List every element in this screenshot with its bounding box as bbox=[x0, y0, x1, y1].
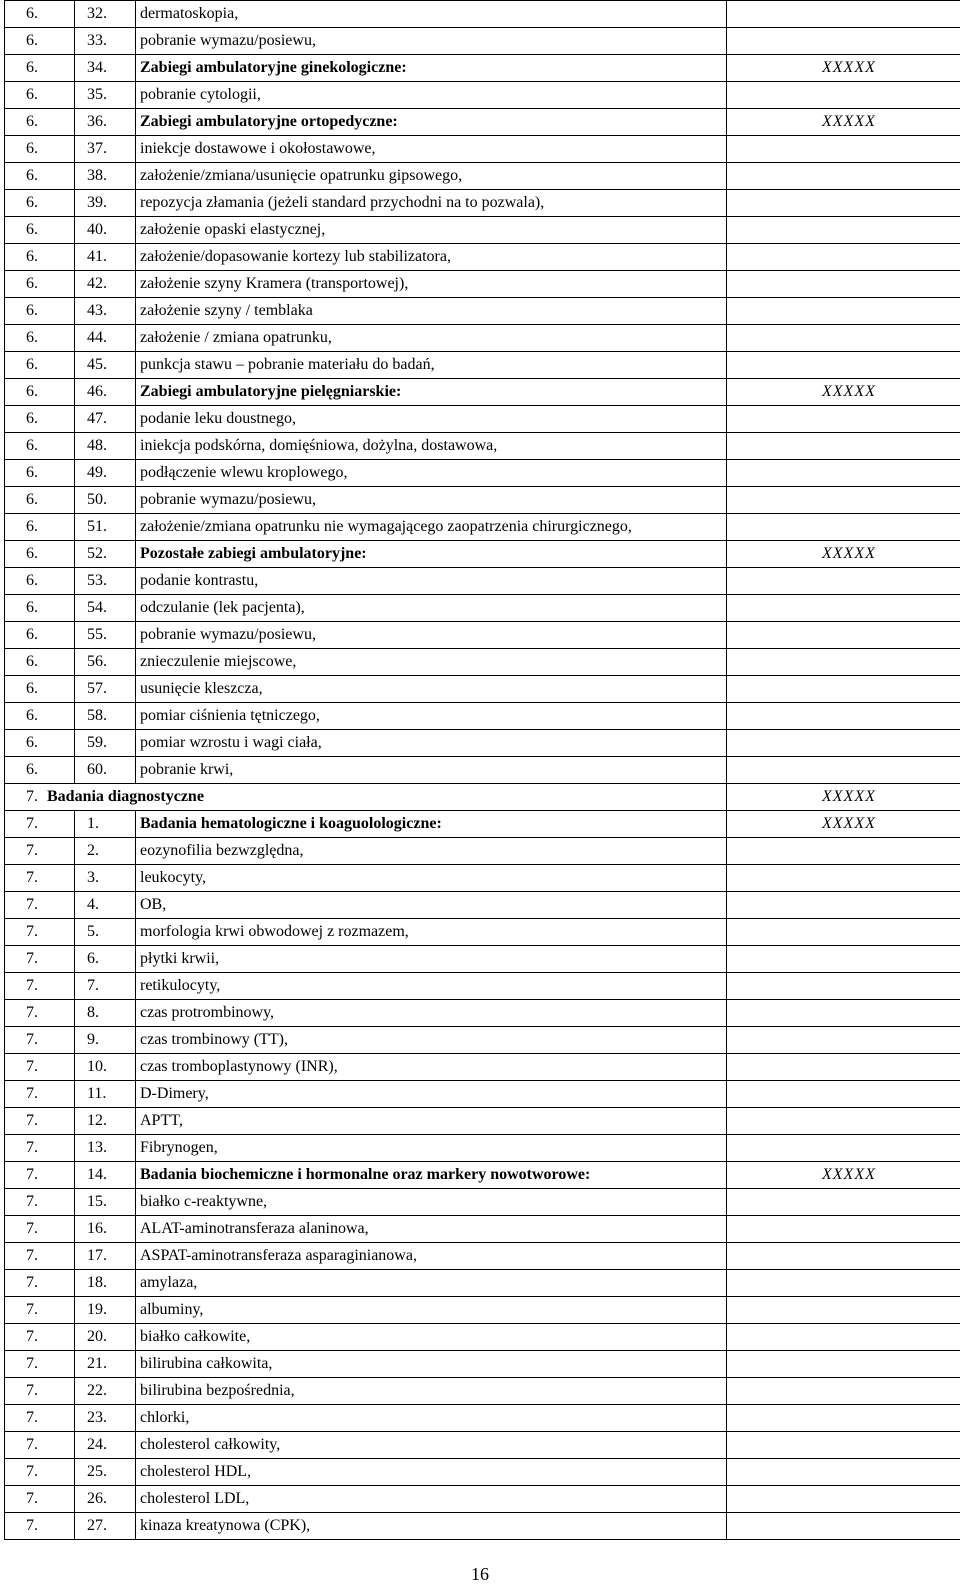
table-row bbox=[5, 649, 960, 676]
section-number: 7. bbox=[5, 1459, 75, 1486]
table-row bbox=[5, 1108, 960, 1135]
item-number: 11. bbox=[75, 1081, 136, 1108]
section-number: 7. bbox=[5, 1324, 75, 1351]
table-row bbox=[5, 1351, 960, 1378]
item-number: 37. bbox=[75, 136, 136, 163]
section-number: 6. bbox=[5, 82, 75, 109]
section-number: 7. bbox=[5, 1216, 75, 1243]
section-number: 7. bbox=[5, 973, 75, 1000]
section-number: 6. bbox=[5, 568, 75, 595]
item-number: 6. bbox=[75, 946, 136, 973]
value-cell bbox=[727, 1027, 960, 1054]
table-row bbox=[5, 838, 960, 865]
item-number: 17. bbox=[75, 1243, 136, 1270]
section-number: 7. bbox=[5, 919, 75, 946]
value-cell bbox=[727, 1513, 960, 1540]
value-cell bbox=[727, 190, 960, 217]
item-number: 2. bbox=[75, 838, 136, 865]
service-description: iniekcje dostawowe i okołostawowe, bbox=[136, 136, 727, 163]
section-number: 7. bbox=[5, 1405, 75, 1432]
service-description: Fibrynogen, bbox=[136, 1135, 727, 1162]
table-row bbox=[5, 514, 960, 541]
table-row bbox=[5, 1459, 960, 1486]
section-number: 6. bbox=[5, 622, 75, 649]
value-cell bbox=[727, 649, 960, 676]
service-description: czas tromboplastynowy (INR), bbox=[136, 1054, 727, 1081]
item-number: 55. bbox=[75, 622, 136, 649]
value-cell bbox=[727, 730, 960, 757]
table-row bbox=[5, 1162, 960, 1189]
section-number: 6. bbox=[5, 217, 75, 244]
section-number: 7. bbox=[5, 892, 75, 919]
category-heading: Zabiegi ambulatoryjne ortopedyczne: bbox=[136, 109, 727, 136]
service-description: założenie szyny Kramera (transportowej), bbox=[136, 271, 727, 298]
item-number: 24. bbox=[75, 1432, 136, 1459]
service-description: znieczulenie miejscowe, bbox=[136, 649, 727, 676]
table-row bbox=[5, 190, 960, 217]
service-description: pomiar ciśnienia tętniczego, bbox=[136, 703, 727, 730]
table-row bbox=[5, 676, 960, 703]
service-description: ASPAT-aminotransferaza asparaginianowa, bbox=[136, 1243, 727, 1270]
table-row bbox=[5, 973, 960, 1000]
item-number: 22. bbox=[75, 1378, 136, 1405]
section-number: 7. bbox=[26, 788, 38, 805]
section-number: 6. bbox=[5, 595, 75, 622]
category-heading: Badania biochemiczne i hormonalne oraz markery nowotworowe: bbox=[136, 1162, 727, 1189]
service-description: D-Dimery, bbox=[136, 1081, 727, 1108]
placeholder-marker: XXXXX bbox=[822, 113, 876, 130]
value-cell bbox=[727, 892, 960, 919]
item-number: 43. bbox=[75, 298, 136, 325]
service-description: pobranie wymazu/posiewu, bbox=[136, 28, 727, 55]
item-number: 14. bbox=[75, 1162, 136, 1189]
value-cell bbox=[727, 676, 960, 703]
item-number: 53. bbox=[75, 568, 136, 595]
table-row bbox=[5, 109, 960, 136]
table-row bbox=[5, 1189, 960, 1216]
value-cell bbox=[727, 757, 960, 784]
item-number: 9. bbox=[75, 1027, 136, 1054]
item-number: 48. bbox=[75, 433, 136, 460]
table-row bbox=[5, 163, 960, 190]
value-cell bbox=[727, 1162, 960, 1189]
section-number: 6. bbox=[5, 109, 75, 136]
service-description: płytki krwii, bbox=[136, 946, 727, 973]
value-cell bbox=[727, 1486, 960, 1513]
value-cell bbox=[727, 1270, 960, 1297]
item-number: 39. bbox=[75, 190, 136, 217]
value-cell bbox=[727, 1108, 960, 1135]
table-row bbox=[5, 919, 960, 946]
value-cell bbox=[727, 919, 960, 946]
table-row bbox=[5, 1000, 960, 1027]
value-cell bbox=[727, 1, 960, 28]
item-number: 52. bbox=[75, 541, 136, 568]
value-cell bbox=[727, 1000, 960, 1027]
value-cell bbox=[727, 1081, 960, 1108]
item-number: 23. bbox=[75, 1405, 136, 1432]
service-description: APTT, bbox=[136, 1108, 727, 1135]
table-row bbox=[5, 82, 960, 109]
value-cell bbox=[727, 217, 960, 244]
section-number: 7. bbox=[5, 811, 75, 838]
service-description: białko całkowite, bbox=[136, 1324, 727, 1351]
value-cell bbox=[727, 136, 960, 163]
service-description: punkcja stawu – pobranie materiału do badań, bbox=[136, 352, 727, 379]
service-description: morfologia krwi obwodowej z rozmazem, bbox=[136, 919, 727, 946]
section-number: 6. bbox=[5, 55, 75, 82]
table-row bbox=[5, 1486, 960, 1513]
section-number: 7. bbox=[5, 1081, 75, 1108]
item-number: 33. bbox=[75, 28, 136, 55]
value-cell bbox=[727, 568, 960, 595]
table-row bbox=[5, 1378, 960, 1405]
item-number: 54. bbox=[75, 595, 136, 622]
table-row bbox=[5, 946, 960, 973]
item-number: 58. bbox=[75, 703, 136, 730]
item-number: 20. bbox=[75, 1324, 136, 1351]
service-description: bilirubina bezpośrednia, bbox=[136, 1378, 727, 1405]
item-number: 51. bbox=[75, 514, 136, 541]
section-number: 7. bbox=[5, 1270, 75, 1297]
table-row bbox=[5, 811, 960, 838]
table-row bbox=[5, 703, 960, 730]
service-description: założenie / zmiana opatrunku, bbox=[136, 325, 727, 352]
value-cell bbox=[727, 1378, 960, 1405]
table-row bbox=[5, 271, 960, 298]
table-row bbox=[5, 1216, 960, 1243]
item-number: 26. bbox=[75, 1486, 136, 1513]
table-row bbox=[5, 352, 960, 379]
value-cell bbox=[727, 109, 960, 136]
section-number: 6. bbox=[5, 676, 75, 703]
service-description: pomiar wzrostu i wagi ciała, bbox=[136, 730, 727, 757]
placeholder-marker: XXXXX bbox=[822, 59, 876, 76]
table-row bbox=[5, 136, 960, 163]
value-cell bbox=[727, 55, 960, 82]
table-row bbox=[5, 325, 960, 352]
service-description: czas trombinowy (TT), bbox=[136, 1027, 727, 1054]
services-table-body bbox=[5, 1, 960, 1540]
section-number: 7. bbox=[5, 1027, 75, 1054]
service-description: cholesterol całkowity, bbox=[136, 1432, 727, 1459]
table-row bbox=[5, 1243, 960, 1270]
section-heading-cell bbox=[5, 784, 727, 811]
service-description: ALAT-aminotransferaza alaninowa, bbox=[136, 1216, 727, 1243]
item-number: 32. bbox=[75, 1, 136, 28]
value-cell bbox=[727, 28, 960, 55]
table-row bbox=[5, 1054, 960, 1081]
value-cell bbox=[727, 1189, 960, 1216]
value-cell bbox=[727, 838, 960, 865]
table-row bbox=[5, 406, 960, 433]
placeholder-marker: XXXXX bbox=[822, 815, 876, 832]
service-description: odczulanie (lek pacjenta), bbox=[136, 595, 727, 622]
service-description: pobranie cytologii, bbox=[136, 82, 727, 109]
value-cell bbox=[727, 1054, 960, 1081]
value-cell bbox=[727, 487, 960, 514]
table-row bbox=[5, 892, 960, 919]
section-number: 6. bbox=[5, 28, 75, 55]
value-cell bbox=[727, 514, 960, 541]
category-heading: Pozostałe zabiegi ambulatoryjne: bbox=[136, 541, 727, 568]
service-description: podanie leku doustnego, bbox=[136, 406, 727, 433]
value-cell bbox=[727, 406, 960, 433]
item-number: 59. bbox=[75, 730, 136, 757]
value-cell bbox=[727, 82, 960, 109]
service-description: dermatoskopia, bbox=[136, 1, 727, 28]
service-description: pobranie krwi, bbox=[136, 757, 727, 784]
item-number: 36. bbox=[75, 109, 136, 136]
item-number: 15. bbox=[75, 1189, 136, 1216]
service-description: amylaza, bbox=[136, 1270, 727, 1297]
item-number: 57. bbox=[75, 676, 136, 703]
item-number: 35. bbox=[75, 82, 136, 109]
item-number: 19. bbox=[75, 1297, 136, 1324]
table-row bbox=[5, 784, 960, 811]
section-number: 7. bbox=[5, 1243, 75, 1270]
value-cell bbox=[727, 379, 960, 406]
service-description: podłączenie wlewu kroplowego, bbox=[136, 460, 727, 487]
table-row bbox=[5, 1027, 960, 1054]
section-heading: Badania diagnostyczne bbox=[47, 788, 204, 805]
item-number: 8. bbox=[75, 1000, 136, 1027]
service-description: retikulocyty, bbox=[136, 973, 727, 1000]
item-number: 38. bbox=[75, 163, 136, 190]
item-number: 56. bbox=[75, 649, 136, 676]
table-row bbox=[5, 541, 960, 568]
item-number: 10. bbox=[75, 1054, 136, 1081]
item-number: 44. bbox=[75, 325, 136, 352]
table-row bbox=[5, 1513, 960, 1540]
value-cell bbox=[727, 298, 960, 325]
table-row bbox=[5, 730, 960, 757]
value-cell bbox=[727, 1135, 960, 1162]
item-number: 49. bbox=[75, 460, 136, 487]
service-description: założenie/zmiana/usunięcie opatrunku gipsowego, bbox=[136, 163, 727, 190]
value-cell bbox=[727, 946, 960, 973]
item-number: 1. bbox=[75, 811, 136, 838]
value-cell bbox=[727, 271, 960, 298]
table-row bbox=[5, 1081, 960, 1108]
service-description: eozynofilia bezwzględna, bbox=[136, 838, 727, 865]
section-number: 6. bbox=[5, 1, 75, 28]
page-number: 16 bbox=[471, 1564, 489, 1584]
item-number: 21. bbox=[75, 1351, 136, 1378]
value-cell bbox=[727, 1432, 960, 1459]
table-row bbox=[5, 460, 960, 487]
value-cell bbox=[727, 460, 960, 487]
section-number: 6. bbox=[5, 136, 75, 163]
value-cell bbox=[727, 973, 960, 1000]
service-description: założenie szyny / temblaka bbox=[136, 298, 727, 325]
item-number: 13. bbox=[75, 1135, 136, 1162]
table-row bbox=[5, 298, 960, 325]
category-heading: Zabiegi ambulatoryjne pielęgniarskie: bbox=[136, 379, 727, 406]
table-row bbox=[5, 865, 960, 892]
table-row bbox=[5, 487, 960, 514]
section-number: 6. bbox=[5, 487, 75, 514]
table-row bbox=[5, 244, 960, 271]
service-description: OB, bbox=[136, 892, 727, 919]
section-number: 6. bbox=[5, 298, 75, 325]
section-number: 6. bbox=[5, 730, 75, 757]
item-number: 18. bbox=[75, 1270, 136, 1297]
service-description: kinaza kreatynowa (CPK), bbox=[136, 1513, 727, 1540]
section-number: 7. bbox=[5, 1000, 75, 1027]
placeholder-marker: XXXXX bbox=[822, 1166, 876, 1183]
category-heading: Badania hematologiczne i koaguolologiczne: bbox=[136, 811, 727, 838]
service-description: iniekcja podskórna, domięśniowa, dożylna, dostawowa, bbox=[136, 433, 727, 460]
item-number: 4. bbox=[75, 892, 136, 919]
service-description: repozycja złamania (jeżeli standard przychodni na to pozwala), bbox=[136, 190, 727, 217]
value-cell bbox=[727, 1216, 960, 1243]
item-number: 3. bbox=[75, 865, 136, 892]
service-description: bilirubina całkowita, bbox=[136, 1351, 727, 1378]
item-number: 45. bbox=[75, 352, 136, 379]
service-description: pobranie wymazu/posiewu, bbox=[136, 487, 727, 514]
value-cell bbox=[727, 595, 960, 622]
table-row bbox=[5, 568, 960, 595]
section-number: 7. bbox=[5, 838, 75, 865]
section-number: 6. bbox=[5, 406, 75, 433]
item-number: 34. bbox=[75, 55, 136, 82]
value-cell bbox=[727, 1243, 960, 1270]
section-number: 7. bbox=[5, 1513, 75, 1540]
table-row bbox=[5, 433, 960, 460]
placeholder-marker: XXXXX bbox=[822, 383, 876, 400]
table-row bbox=[5, 1405, 960, 1432]
item-number: 42. bbox=[75, 271, 136, 298]
table-row bbox=[5, 1324, 960, 1351]
value-cell bbox=[727, 1351, 960, 1378]
value-cell bbox=[727, 784, 960, 811]
value-cell bbox=[727, 433, 960, 460]
table-row bbox=[5, 1432, 960, 1459]
service-description: pobranie wymazu/posiewu, bbox=[136, 622, 727, 649]
service-description: założenie opaski elastycznej, bbox=[136, 217, 727, 244]
value-cell bbox=[727, 1405, 960, 1432]
service-description: białko c-reaktywne, bbox=[136, 1189, 727, 1216]
value-cell bbox=[727, 622, 960, 649]
section-number: 7. bbox=[5, 1054, 75, 1081]
value-cell bbox=[727, 541, 960, 568]
section-number: 6. bbox=[5, 379, 75, 406]
item-number: 46. bbox=[75, 379, 136, 406]
table-row bbox=[5, 379, 960, 406]
section-number: 6. bbox=[5, 460, 75, 487]
value-cell bbox=[727, 163, 960, 190]
service-description: usunięcie kleszcza, bbox=[136, 676, 727, 703]
item-number: 41. bbox=[75, 244, 136, 271]
table-row bbox=[5, 595, 960, 622]
service-description: chlorki, bbox=[136, 1405, 727, 1432]
section-number: 7. bbox=[5, 865, 75, 892]
section-number: 7. bbox=[5, 1162, 75, 1189]
table-row bbox=[5, 622, 960, 649]
table-row bbox=[5, 217, 960, 244]
placeholder-marker: XXXXX bbox=[822, 788, 876, 805]
value-cell bbox=[727, 703, 960, 730]
section-number: 7. bbox=[5, 1486, 75, 1513]
table-row bbox=[5, 1297, 960, 1324]
section-number: 6. bbox=[5, 757, 75, 784]
table-row bbox=[5, 55, 960, 82]
value-cell bbox=[727, 811, 960, 838]
item-number: 60. bbox=[75, 757, 136, 784]
item-number: 12. bbox=[75, 1108, 136, 1135]
section-number: 6. bbox=[5, 352, 75, 379]
section-number: 7. bbox=[5, 1189, 75, 1216]
section-number: 7. bbox=[5, 1297, 75, 1324]
item-number: 5. bbox=[75, 919, 136, 946]
service-description: cholesterol HDL, bbox=[136, 1459, 727, 1486]
service-description: leukocyty, bbox=[136, 865, 727, 892]
section-number: 6. bbox=[5, 325, 75, 352]
table-row bbox=[5, 1, 960, 28]
section-number: 7. bbox=[5, 946, 75, 973]
table-row bbox=[5, 1135, 960, 1162]
table-row bbox=[5, 1270, 960, 1297]
placeholder-marker: XXXXX bbox=[822, 545, 876, 562]
item-number: 27. bbox=[75, 1513, 136, 1540]
section-number: 7. bbox=[5, 1432, 75, 1459]
value-cell bbox=[727, 1459, 960, 1486]
item-number: 40. bbox=[75, 217, 136, 244]
table-row bbox=[5, 28, 960, 55]
value-cell bbox=[727, 865, 960, 892]
value-cell bbox=[727, 244, 960, 271]
service-description: założenie/zmiana opatrunku nie wymagającego zaopatrzenia chirurgicznego, bbox=[136, 514, 727, 541]
section-number: 6. bbox=[5, 433, 75, 460]
section-number: 7. bbox=[5, 1135, 75, 1162]
service-description: podanie kontrastu, bbox=[136, 568, 727, 595]
value-cell bbox=[727, 352, 960, 379]
section-number: 6. bbox=[5, 271, 75, 298]
section-number: 6. bbox=[5, 190, 75, 217]
section-number: 7. bbox=[5, 1351, 75, 1378]
section-number: 6. bbox=[5, 514, 75, 541]
service-description: czas protrombinowy, bbox=[136, 1000, 727, 1027]
service-description: cholesterol LDL, bbox=[136, 1486, 727, 1513]
section-number: 6. bbox=[5, 541, 75, 568]
section-number: 7. bbox=[5, 1108, 75, 1135]
services-table bbox=[4, 0, 960, 1540]
value-cell bbox=[727, 1324, 960, 1351]
service-description: założenie/dopasowanie kortezy lub stabilizatora, bbox=[136, 244, 727, 271]
item-number: 47. bbox=[75, 406, 136, 433]
service-description: albuminy, bbox=[136, 1297, 727, 1324]
section-number: 6. bbox=[5, 703, 75, 730]
item-number: 16. bbox=[75, 1216, 136, 1243]
category-heading: Zabiegi ambulatoryjne ginekologiczne: bbox=[136, 55, 727, 82]
section-number: 6. bbox=[5, 649, 75, 676]
section-number: 6. bbox=[5, 163, 75, 190]
item-number: 7. bbox=[75, 973, 136, 1000]
section-number: 6. bbox=[5, 244, 75, 271]
item-number: 50. bbox=[75, 487, 136, 514]
item-number: 25. bbox=[75, 1459, 136, 1486]
value-cell bbox=[727, 325, 960, 352]
value-cell bbox=[727, 1297, 960, 1324]
table-row bbox=[5, 757, 960, 784]
section-number: 7. bbox=[5, 1378, 75, 1405]
